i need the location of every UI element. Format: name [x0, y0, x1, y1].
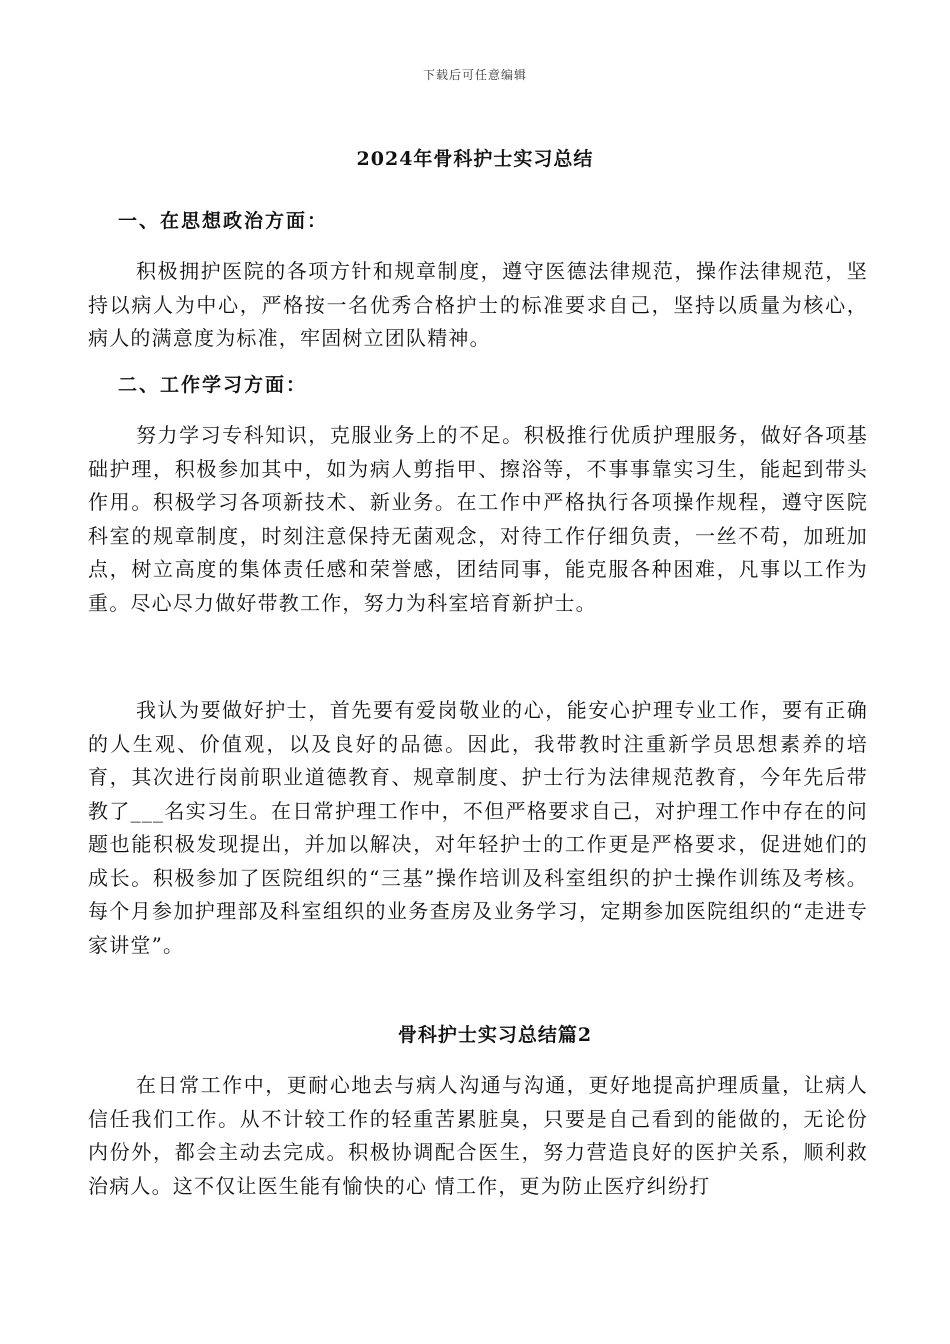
part2-paragraph: 在日常工作中，更耐心地去与病人沟通与沟通，更好地提高护理质量，让病人信任我们工作。从不计较工作的轻重苦累脏臭，只要是自己看到的能做的，无论份内份外，都会主动去完成。积极协调配合医生，努力营造良好的医护关系，顺利救治病人。这不仅让医生能有愉快的心 情工作，更为防止医疗纠纷打	[88, 1073, 868, 1198]
section2-paragraph-2: 我认为要做好护士，首先要有爱岗敬业的心，能安心护理专业工作，要有正确的人生观、价值观，以及良好的品德。因此，我带教时注重新学员思想素养的培育，其次进行岗前职业道德教育、规章制度、护士行为法律规范教育，今年先后带教了___名实习生。在日常护理工作中，不但严格要求自己，对护理工作中存在的问题也能积极发现提出，并加以解决，对年轻护士的工作更是严格要求，促进她们的成长。积极参加了医院组织的“三基”操作培训及科室组织的护士操作训练及考核。每个月参加护理部及科室组织的业务查房及业务学习，定期参加医院组织的“走进专家讲堂”。	[88, 698, 868, 957]
document-title: 2024年骨科护士实习总结	[356, 148, 594, 170]
section2-paragraph-1: 努力学习专科知识，克服业务上的不足。积极推行优质护理服务，做好各项基础护理，积极参加其中，如为病人剪指甲、擦浴等，不事事靠实习生，能起到带头作用。积极学习各项新技术、新业务。在工作中严格执行各项操作规程，遵守医院科室的规章制度，时刻注意保持无菌观念，对待工作仔细负责，一丝不苟，加班加点，树立高度的集体责任感和荣誉感，团结同事，能克服各种困难，凡事以工作为重。尽心尽力做好带教工作，努力为科室培育新护士。	[88, 423, 868, 615]
section2-heading: 二、工作学习方面：	[118, 374, 308, 396]
header-note: 下载后可任意编辑	[422, 68, 527, 82]
part2-title: 骨科护士实习总结篇2	[397, 1024, 593, 1046]
section1-paragraph: 积极拥护医院的各项方针和规章制度，遵守医德法律规范，操作法律规范，坚持以病人为中心，严格按一名优秀合格护士的标准要求自己，坚持以质量为核心，病人的满意度为标准，牢固树立团队精神。	[88, 259, 868, 350]
section1-heading: 一、在思想政治方面：	[118, 210, 329, 232]
